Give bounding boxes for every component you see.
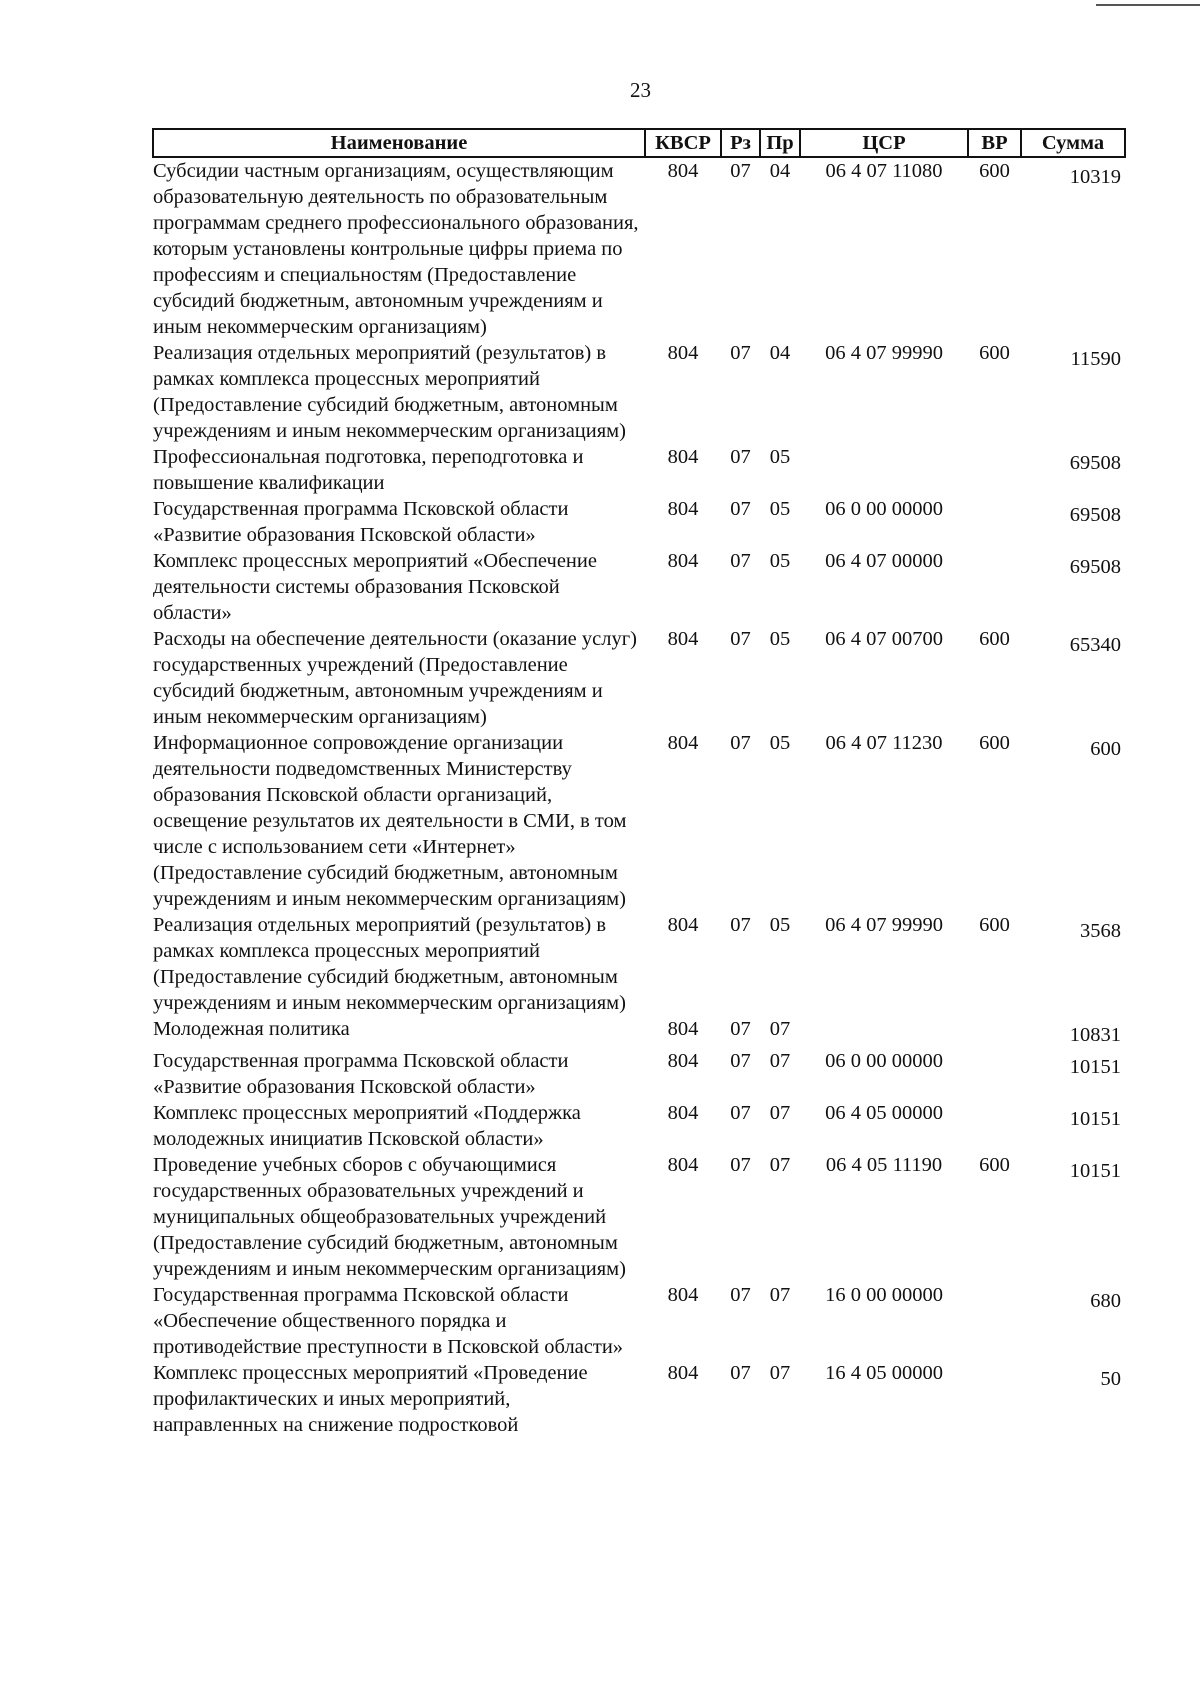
cell-csr: 16 0 00 00000: [825, 1284, 943, 1306]
cell-kvsr: 804: [667, 342, 699, 364]
cell-csr: [800, 1016, 968, 1048]
cell-kvsr: 804: [667, 1102, 699, 1124]
header-vr: ВР: [968, 129, 1021, 157]
cell-kvsr: 804: [667, 550, 699, 572]
table-row: [153, 730, 1125, 912]
cell-pr: 05: [769, 914, 791, 936]
cell-name: Государственная программа Псковской области «Развитие образования Псковской области»: [153, 1050, 569, 1098]
table-row: [153, 1152, 1125, 1282]
cell-name: Реализация отдельных мероприятий (результатов) в рамках комплекса процессных мероприятий (Предоставление субсидий бюджетным, автономным учреждениям и иным некоммерческим организациям): [153, 914, 626, 1014]
cell-vr: [968, 444, 1021, 496]
cell-rz: 07: [730, 1018, 751, 1040]
cell-pr: 04: [769, 160, 791, 182]
table-row: [153, 1282, 1125, 1360]
cell-rz: 07: [730, 914, 751, 936]
table-header: [153, 129, 1125, 157]
cell-vr: [968, 496, 1021, 548]
cell-sum: 10831: [1069, 1024, 1121, 1046]
cell-kvsr: 804: [667, 732, 699, 754]
cell-sum: 10319: [1069, 166, 1121, 188]
cell-kvsr: 804: [667, 914, 699, 936]
header-pr: Пр: [760, 129, 800, 157]
cell-vr: [968, 1048, 1021, 1100]
cell-csr: 06 4 07 00700: [825, 628, 943, 650]
cell-sum: 3568: [1080, 920, 1121, 942]
cell-name: Расходы на обеспечение деятельности (оказание услуг) государственных учреждений (Предоставление субсидий бюджетным, автономным учреждениям и иным некоммерческим организациям): [153, 628, 637, 728]
table-row: [153, 912, 1125, 1016]
cell-kvsr: 804: [667, 1284, 699, 1306]
table-row: [153, 1048, 1125, 1100]
cell-rz: 07: [730, 446, 751, 468]
cell-kvsr: 804: [667, 446, 699, 468]
cell-csr: 06 4 05 11190: [825, 1154, 943, 1176]
cell-csr: 16 4 05 00000: [825, 1362, 943, 1384]
cell-rz: 07: [730, 1050, 751, 1072]
cell-vr: 600: [979, 342, 1010, 364]
cell-csr: 06 4 07 11230: [825, 732, 943, 754]
table-body: [153, 157, 1125, 1438]
cell-name: Реализация отдельных мероприятий (результатов) в рамках комплекса процессных мероприятий (Предоставление субсидий бюджетным, автономным учреждениям и иным некоммерческим организациям): [153, 342, 626, 442]
cell-vr: [968, 1016, 1021, 1048]
cell-rz: 07: [730, 498, 751, 520]
cell-name: Комплекс процессных мероприятий «Поддержка молодежных инициатив Псковской области»: [153, 1102, 581, 1150]
table-row: [153, 548, 1125, 626]
cell-vr: 600: [979, 914, 1010, 936]
cell-name: Молодежная политика: [153, 1018, 350, 1040]
table-row: [153, 444, 1125, 496]
cell-sum: 69508: [1069, 504, 1121, 526]
cell-vr: [968, 1360, 1021, 1438]
page-number: 23: [630, 78, 651, 102]
cell-rz: 07: [730, 1362, 751, 1384]
table-row: [153, 340, 1125, 444]
cell-csr: 06 0 00 00000: [825, 1050, 943, 1072]
cell-csr: [800, 444, 968, 496]
cell-vr: 600: [979, 628, 1010, 650]
cell-rz: 07: [730, 732, 751, 754]
cell-name: Государственная программа Псковской области «Развитие образования Псковской области»: [153, 498, 569, 546]
header-rz: Рз: [721, 129, 760, 157]
cell-name: Комплекс процессных мероприятий «Проведение профилактических и иных мероприятий, направленных на снижение подростковой: [153, 1362, 588, 1436]
cell-sum: 600: [1090, 738, 1121, 760]
header-sum: Сумма: [1021, 129, 1125, 157]
cell-kvsr: 804: [667, 1362, 699, 1384]
cell-kvsr: 804: [667, 1018, 699, 1040]
cell-kvsr: 804: [667, 1050, 699, 1072]
cell-sum: 50: [1100, 1368, 1121, 1390]
cell-kvsr: 804: [667, 498, 699, 520]
cell-kvsr: 804: [667, 628, 699, 650]
table-row: [153, 1100, 1125, 1152]
cell-pr: 07: [769, 1102, 791, 1124]
cell-pr: 07: [769, 1284, 791, 1306]
cell-name: Профессиональная подготовка, переподготовка и повышение квалификации: [153, 446, 584, 494]
cell-vr: 600: [979, 732, 1010, 754]
cell-sum: 69508: [1069, 452, 1121, 474]
cell-sum: 69508: [1069, 556, 1121, 578]
cell-kvsr: 804: [667, 1154, 699, 1176]
cell-csr: 06 4 07 11080: [825, 160, 943, 182]
cell-sum: 10151: [1069, 1160, 1121, 1182]
cell-pr: 05: [769, 446, 791, 468]
cell-pr: 07: [769, 1050, 791, 1072]
table-row: [153, 1360, 1125, 1438]
table-row: [153, 157, 1125, 340]
table-row: [153, 626, 1125, 730]
header-name: Наименование: [153, 129, 645, 157]
scan-edge-mark: [1096, 0, 1200, 6]
cell-sum: 10151: [1069, 1108, 1121, 1130]
cell-csr: 06 4 05 00000: [825, 1102, 943, 1124]
header-kvsr: КВСР: [645, 129, 721, 157]
cell-vr: [968, 1282, 1021, 1360]
cell-pr: 05: [769, 498, 791, 520]
cell-sum: 10151: [1069, 1056, 1121, 1078]
cell-csr: 06 4 07 99990: [825, 342, 943, 364]
table-row: [153, 496, 1125, 548]
cell-name: Проведение учебных сборов с обучающимися государственных образовательных учреждений и муниципальных общеобразовательных учреждений (Предоставление субсидий бюджетным, автономным учреждениям и иным некоммерческим организациям): [153, 1154, 626, 1280]
cell-pr: 05: [769, 732, 791, 754]
cell-vr: [968, 1100, 1021, 1152]
table-row: [153, 1016, 1125, 1048]
cell-sum: 680: [1090, 1290, 1121, 1312]
cell-rz: 07: [730, 1102, 751, 1124]
header-csr: ЦСР: [800, 129, 968, 157]
cell-pr: 07: [769, 1018, 791, 1040]
cell-vr: 600: [979, 160, 1010, 182]
cell-kvsr: 804: [667, 160, 699, 182]
budget-table: [152, 128, 1126, 1438]
cell-rz: 07: [730, 160, 751, 182]
cell-vr: [968, 548, 1021, 626]
cell-rz: 07: [730, 342, 751, 364]
cell-pr: 07: [769, 1362, 791, 1384]
cell-csr: 06 4 07 99990: [825, 914, 943, 936]
cell-name: Информационное сопровождение организации деятельности подведомственных Министерству образования Псковской области организаций, освещение результатов их деятельности в СМИ, в том числе с использованием сети «Интернет» (Предоставление субсидий бюджетным, автономным учреждениям и иным некоммерческим организациям): [153, 732, 627, 910]
cell-rz: 07: [730, 1154, 751, 1176]
cell-sum: 11590: [1070, 348, 1121, 370]
cell-sum: 65340: [1069, 634, 1121, 656]
cell-vr: 600: [979, 1154, 1010, 1176]
cell-name: Субсидии частным организациям, осуществляющим образовательную деятельность по образовательным программам среднего профессионального образования, которым установлены контрольные цифры приема по профессиям и специальностям (Предоставление субсидий бюджетным, автономным учреждениям и иным некоммерческим организациям): [153, 160, 639, 338]
cell-rz: 07: [730, 628, 751, 650]
cell-rz: 07: [730, 550, 751, 572]
cell-pr: 05: [769, 628, 791, 650]
cell-pr: 07: [769, 1154, 791, 1176]
cell-name: Государственная программа Псковской области «Обеспечение общественного порядка и противодействие преступности в Псковской области»: [153, 1284, 624, 1358]
cell-name: Комплекс процессных мероприятий «Обеспечение деятельности системы образования Псковской области»: [153, 550, 597, 624]
cell-pr: 04: [769, 342, 791, 364]
cell-csr: 06 4 07 00000: [825, 550, 943, 572]
cell-rz: 07: [730, 1284, 751, 1306]
cell-csr: 06 0 00 00000: [825, 498, 943, 520]
cell-pr: 05: [769, 550, 791, 572]
